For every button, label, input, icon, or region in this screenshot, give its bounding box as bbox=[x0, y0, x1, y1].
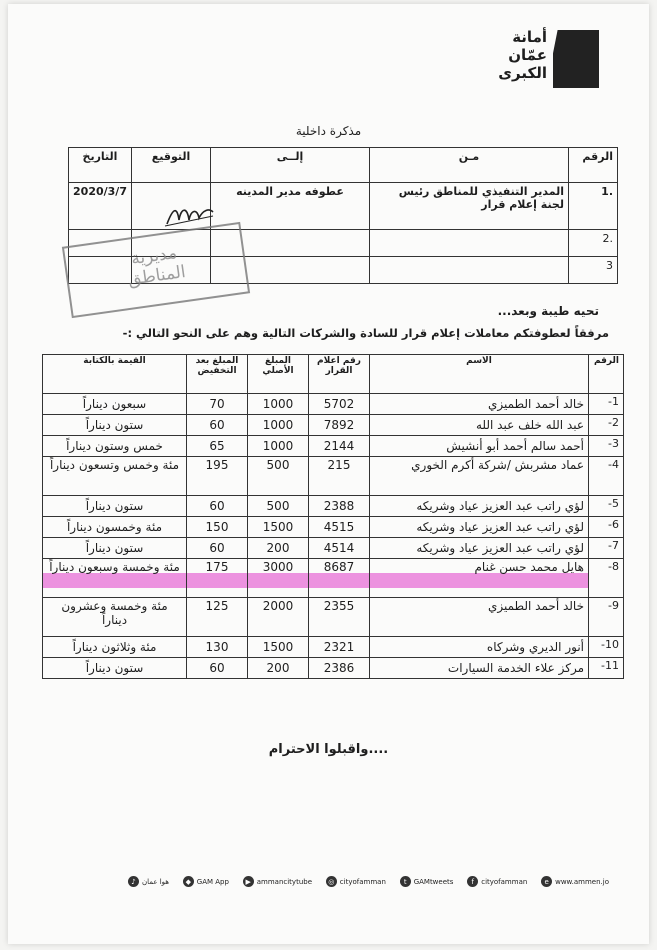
footer-text: GAM App bbox=[196, 877, 229, 886]
row-amount-in-words: ستون ديناراً bbox=[43, 538, 187, 559]
th-after-discount: المبلغ بعد التخفيض bbox=[187, 355, 248, 394]
hdr-date: التاريخ bbox=[69, 148, 132, 183]
row-original-amount: 2000 bbox=[248, 598, 309, 637]
routing-from bbox=[370, 230, 569, 257]
table-row bbox=[43, 394, 624, 415]
row-amount-in-words: خمس وستون ديناراً bbox=[43, 436, 187, 457]
closing-line: واقبلوا الاحترام.... bbox=[268, 742, 389, 757]
row-decision-no: 2355 bbox=[309, 598, 370, 637]
logo-line-3: الكبرى bbox=[498, 64, 547, 82]
table-row bbox=[43, 436, 624, 457]
memo-title: مذكرة داخلية bbox=[295, 124, 362, 138]
routing-row bbox=[69, 183, 618, 230]
row-name: عماد مشربش /شركة أكرم الخوري bbox=[370, 457, 589, 496]
row-amount-in-words: سبعون ديناراً bbox=[43, 394, 187, 415]
row-number: 10- bbox=[589, 637, 624, 658]
logo-line-2: عمّان bbox=[508, 46, 547, 64]
footer-item bbox=[128, 876, 169, 887]
row-name: لؤي راتب عبد العزيز عياد وشريكه bbox=[370, 496, 589, 517]
row-original-amount: 200 bbox=[248, 538, 309, 559]
footer-text: GAMtweets bbox=[413, 877, 454, 886]
hdr-number: الرقم bbox=[569, 148, 618, 183]
row-number: 3- bbox=[589, 436, 624, 457]
footer-text: cityofamman bbox=[481, 877, 528, 886]
row-discounted-amount: 70 bbox=[187, 394, 248, 415]
row-decision-no: 2388 bbox=[309, 496, 370, 517]
logo-line-1: أمانة bbox=[512, 28, 547, 46]
row-number: 4- bbox=[589, 457, 624, 496]
row-amount-in-words: مئة وخمسون ديناراً bbox=[43, 517, 187, 538]
row-discounted-amount: 125 bbox=[187, 598, 248, 637]
routing-from: المدير التنفيذي للمناطق رئيس لجنة إعلام قرار bbox=[370, 183, 569, 230]
row-original-amount: 1500 bbox=[248, 517, 309, 538]
row-decision-no: 2386 bbox=[309, 658, 370, 679]
footer-item bbox=[400, 876, 454, 887]
row-discounted-amount: 195 bbox=[187, 457, 248, 496]
row-original-amount: 1500 bbox=[248, 637, 309, 658]
row-amount-in-words: ستون ديناراً bbox=[43, 496, 187, 517]
hdr-signature: التوقيع bbox=[132, 148, 211, 183]
app-icon: ◆ bbox=[183, 876, 194, 887]
footer-text: cityofamman bbox=[339, 877, 386, 886]
table-row bbox=[43, 496, 624, 517]
routing-number: 3 bbox=[569, 257, 618, 284]
routing-date: 2020/3/7 bbox=[69, 183, 132, 230]
row-original-amount: 1000 bbox=[248, 436, 309, 457]
table-row bbox=[43, 658, 624, 679]
row-decision-no: 2144 bbox=[309, 436, 370, 457]
row-name: خالد أحمد الطميزي bbox=[370, 394, 589, 415]
hdr-from: مـن bbox=[370, 148, 569, 183]
footer-text: ammancitytube bbox=[256, 877, 312, 886]
row-name: لؤي راتب عبد العزيز عياد وشريكه bbox=[370, 538, 589, 559]
stamp-text-2: المناطق bbox=[126, 262, 187, 290]
row-decision-no: 5702 bbox=[309, 394, 370, 415]
routing-from bbox=[370, 257, 569, 284]
row-discounted-amount: 60 bbox=[187, 415, 248, 436]
footer-text: هوا عمان bbox=[142, 877, 169, 886]
table-row bbox=[43, 637, 624, 658]
table-row bbox=[43, 517, 624, 538]
row-original-amount: 3000 bbox=[248, 559, 309, 598]
row-discounted-amount: 65 bbox=[187, 436, 248, 457]
row-original-amount: 500 bbox=[248, 457, 309, 496]
footer-text: www.ammen.jo bbox=[555, 877, 609, 886]
youtube-icon: ▶ bbox=[243, 876, 254, 887]
routing-to: عطوفه مدير المدينه bbox=[211, 183, 370, 230]
row-name: أحمد سالم أحمد أبو أنشيش bbox=[370, 436, 589, 457]
row-name: مركز علاء الخدمة السيارات bbox=[370, 658, 589, 679]
th-name: الاسم bbox=[370, 355, 589, 394]
row-amount-in-words: مئة وخمس وتسعون ديناراً bbox=[43, 457, 187, 496]
row-number: 1- bbox=[589, 394, 624, 415]
row-amount-in-words: ستون ديناراً bbox=[43, 415, 187, 436]
footer-item bbox=[326, 876, 386, 887]
row-amount-in-words: مئة وثلاثون ديناراً bbox=[43, 637, 187, 658]
intro-line: مرفقاً لعطوفتكم معاملات إعلام قرار للسادة والشركات التالية وهم على النحو التالي :- bbox=[122, 326, 609, 340]
row-name: هايل محمد حسن غنام bbox=[370, 559, 589, 598]
row-name: خالد أحمد الطميزي bbox=[370, 598, 589, 637]
row-decision-no: 4515 bbox=[309, 517, 370, 538]
routing-number: .2 bbox=[569, 230, 618, 257]
table-row bbox=[43, 559, 624, 598]
table-row bbox=[43, 457, 624, 496]
row-number: 7- bbox=[589, 538, 624, 559]
gam-logo bbox=[479, 22, 599, 92]
row-discounted-amount: 60 bbox=[187, 496, 248, 517]
row-number: 6- bbox=[589, 517, 624, 538]
document-page bbox=[8, 4, 649, 944]
footer-bar bbox=[128, 876, 609, 887]
twitter-icon: t bbox=[400, 876, 411, 887]
row-decision-no: 4514 bbox=[309, 538, 370, 559]
row-original-amount: 500 bbox=[248, 496, 309, 517]
row-number: 5- bbox=[589, 496, 624, 517]
row-discounted-amount: 130 bbox=[187, 637, 248, 658]
row-discounted-amount: 60 bbox=[187, 538, 248, 559]
row-name: أنور الديري وشركاه bbox=[370, 637, 589, 658]
transactions-header-row bbox=[43, 355, 624, 394]
th-original: المبلغ الأصلي bbox=[248, 355, 309, 394]
footer-item bbox=[467, 876, 527, 887]
th-decision-no: رقم اعلام القرار bbox=[309, 355, 370, 394]
row-number: 11- bbox=[589, 658, 624, 679]
instagram-icon: ◎ bbox=[326, 876, 337, 887]
transactions-table bbox=[42, 354, 624, 679]
row-number: 8- bbox=[589, 559, 624, 598]
table-row bbox=[43, 415, 624, 436]
row-name: لؤي راتب عبد العزيز عياد وشريكه bbox=[370, 517, 589, 538]
row-amount-in-words: مئة وخمسة وسبعون ديناراً bbox=[43, 559, 187, 598]
footer-item bbox=[183, 876, 229, 887]
th-number: الرقم bbox=[589, 355, 624, 394]
logo-mark-icon bbox=[553, 30, 599, 88]
row-original-amount: 1000 bbox=[248, 394, 309, 415]
facebook-icon: f bbox=[467, 876, 478, 887]
hdr-to: إلــى bbox=[211, 148, 370, 183]
row-discounted-amount: 150 bbox=[187, 517, 248, 538]
logo-text bbox=[498, 28, 547, 82]
row-decision-no: 215 bbox=[309, 457, 370, 496]
row-amount-in-words: مئة وخمسة وعشرون ديناراً bbox=[43, 598, 187, 637]
row-decision-no: 2321 bbox=[309, 637, 370, 658]
footer-item bbox=[541, 876, 609, 887]
web-icon: e bbox=[541, 876, 552, 887]
routing-number: .1 bbox=[569, 183, 618, 230]
row-name: عبد الله خلف عبد الله bbox=[370, 415, 589, 436]
row-amount-in-words: ستون ديناراً bbox=[43, 658, 187, 679]
row-discounted-amount: 60 bbox=[187, 658, 248, 679]
footer-item bbox=[243, 876, 312, 887]
th-in-words: القيمة بالكتابة bbox=[43, 355, 187, 394]
row-number: 2- bbox=[589, 415, 624, 436]
routing-header-row bbox=[69, 148, 618, 183]
row-decision-no: 7892 bbox=[309, 415, 370, 436]
row-decision-no: 8687 bbox=[309, 559, 370, 598]
radio-icon: ♪ bbox=[128, 876, 139, 887]
greeting: تحيه طيبة وبعد... bbox=[497, 304, 599, 318]
row-number: 9- bbox=[589, 598, 624, 637]
stamp-text-1: مديرية bbox=[129, 243, 179, 270]
table-row bbox=[43, 598, 624, 637]
row-discounted-amount: 175 bbox=[187, 559, 248, 598]
row-original-amount: 1000 bbox=[248, 415, 309, 436]
row-original-amount: 200 bbox=[248, 658, 309, 679]
table-row bbox=[43, 538, 624, 559]
